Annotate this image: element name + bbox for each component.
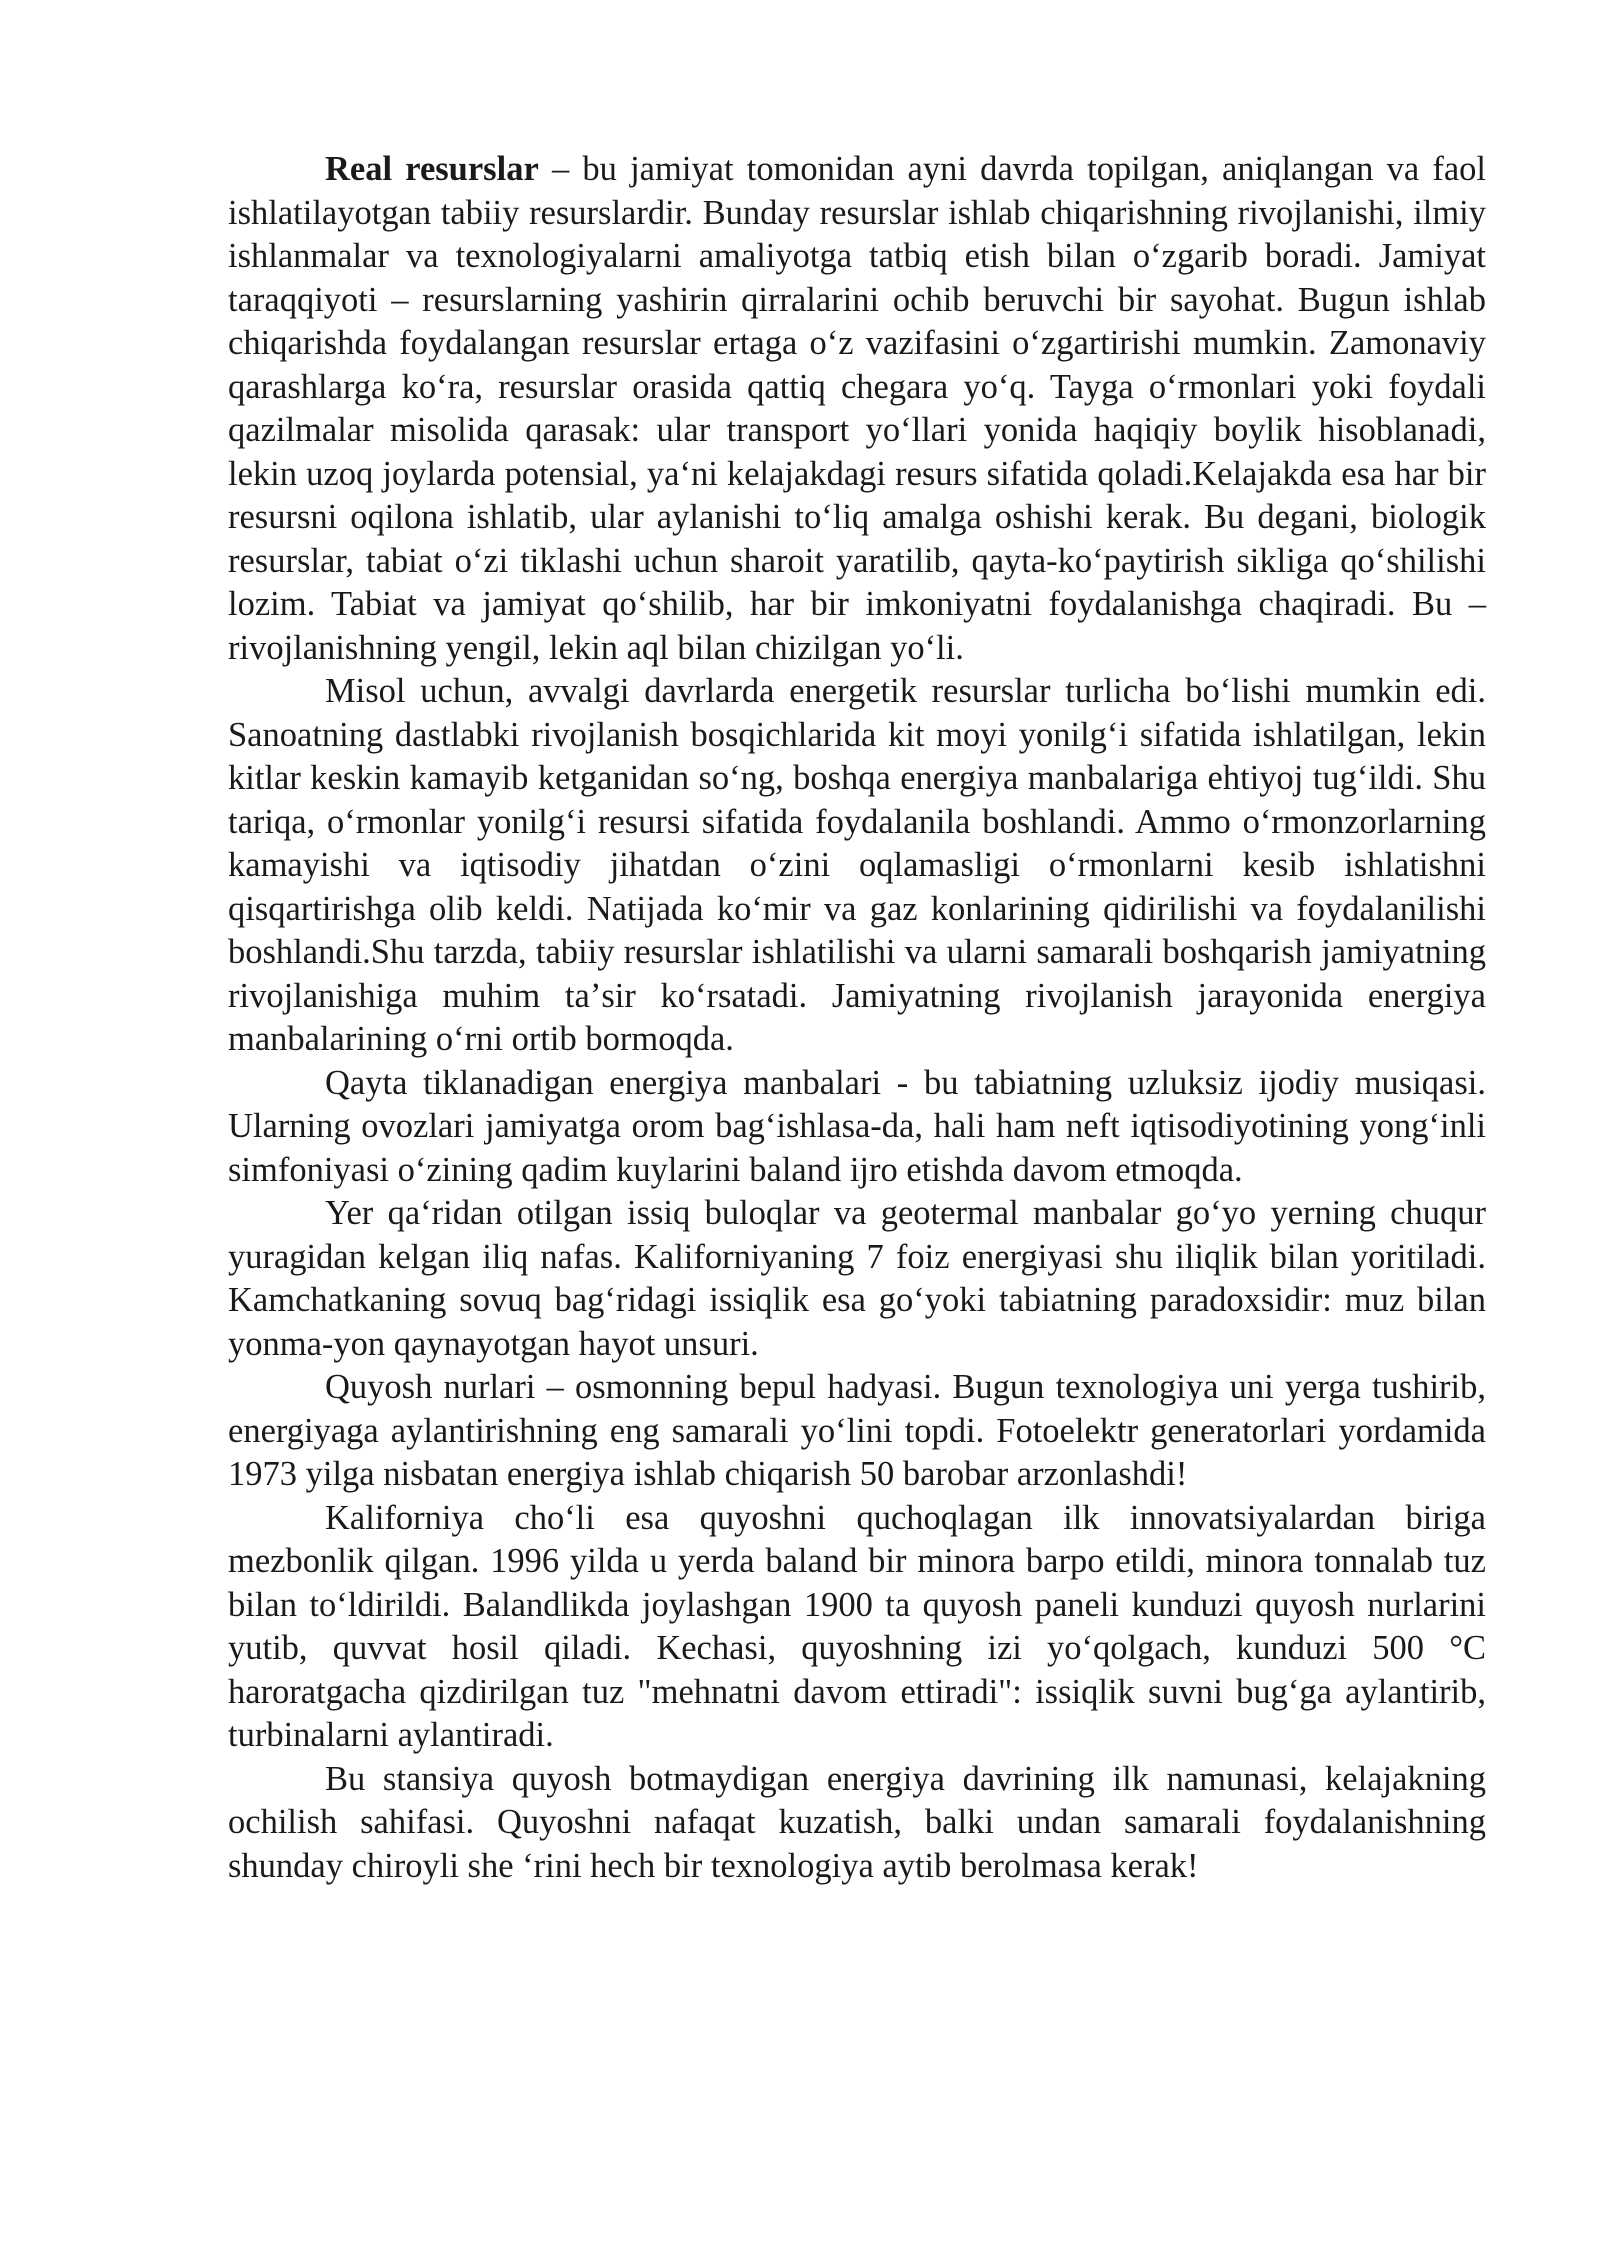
lead-term: Real resurslar [325, 150, 539, 188]
paragraph-renewable-energy: Qayta tiklanadigan energiya manbalari - bu tabiatning uzluksiz ijodiy musiqasi. Ularning ovozlari jamiyatga orom bagʻishlasa-da, hali ham neft iqtisodiyotining yongʻinli simfoniyasi oʻzining qadim kuylarini baland ijro etishda davom etmoqda. [228, 1063, 1486, 1189]
paragraph-solar: Quyosh nurlari – osmonning bepul hadyasi. Bugun texnologiya uni yerga tushirib, energiyaga aylantirishning eng samarali yoʻlini topdi. Fotoelektr generatorlari yordamida 1973 yilga nisbatan energiya ishlab chiqarish 50 barobar arzonlashdi! [228, 1368, 1486, 1493]
paragraph-text: – bu jamiyat tomonidan ayni davrda topilgan, aniqlangan va faol ishlatilayotgan tabiiy resurslardir. Bunday resurslar ishlab chiqarishning rivojlanishi, ilmiy ishlanmalar va texnologiyalarni amaliyotga tatbiq etish bilan oʻzgarib boradi. Jamiyat taraqqiyoti – resurslarning yashirin qirralarini ochib beruvchi bir sayohat. Bugun ishlab chiqarishda foydalangan resurslar ertaga oʻz vazifasini oʻzgartirishi mumkin. Zamonaviy qarashlarga koʻra, resurslar orasida qattiq chegara yoʻq. Tayga oʻrmonlari yoki foydali qazilmalar misolida qarasak: ular transport yoʻllari yonida haqiqiy boylik hisoblanadi, lekin uzoq joylarda potensial, yaʻni kelajakdagi resurs sifatida qoladi.Kelajakda esa har bir resursni oqilona ishlatib, ular aylanishi toʻliq amalga oshishi kerak. Bu degani, biologik resurslar, tabiat oʻzi tiklashi uchun sharoit yaratilib, qayta-koʻpaytirish sikliga qoʻshilishi lozim. Tabiat va jamiyat qoʻshilib, har bir imkoniyatni foydalanishga chaqiradi. Bu – rivojlanishning yengil, lekin aql bilan chizilgan yoʻli. [228, 150, 1486, 667]
paragraph-conclusion: Bu stansiya quyosh botmaydigan energiya davrining ilk namunasi, kelajakning ochilish sahifasi. Quyoshni nafaqat kuzatish, balki undan samarali foydalanishning shunday chiroyli she ʻrini hech bir texnologiya aytib berolmasa kerak! [228, 1759, 1486, 1885]
paragraph-real-resources [228, 148, 1486, 670]
paragraph-energy-history: Misol uchun, avvalgi davrlarda energetik resurslar turlicha boʻlishi mumkin edi. Sanoatning dastlabki rivojlanish bosqichlarida kit moyi yonilgʻi sifatida ishlatilgan, lekin kitlar keskin kamayib ketganidan soʻng, boshqa energiya manbalariga ehtiyoj tugʻildi. Shu tariqa, oʻrmonlar yonilgʻi resursi sifatida foydalanila boshlandi. Ammo oʻrmonzorlarning kamayishi va iqtisodiy jihatdan oʻzini oqlamasligi oʻrmonlarni kesib ishlatishni qisqartirishga olib keldi. Natijada koʻmir va gaz konlarining qidirilishi va foydalanilishi boshlandi.Shu tarzda, tabiiy resurslar ishlatilishi va ularni samarali boshqarish jamiyatning rivojlanishiga muhim taʼsir koʻrsatadi. Jamiyatning rivojlanish jarayonida energiya manbalarining oʻrni ortib bormoqda. [228, 672, 1486, 1058]
paragraph-california-tower: Kaliforniya choʻli esa quyoshni quchoqlagan ilk innovatsiyalardan biriga mezbonlik qilgan. 1996 yilda u yerda baland bir minora barpo etildi, minora tonnalab tuz bilan toʻldirildi. Balandlikda joylashgan 1900 ta quyosh paneli kunduzi quyosh nurlarini yutib, quvvat hosil qiladi. Kechasi, quyoshning izi yoʻqolgach, kunduzi 500 °C haroratgacha qizdirilgan tuz "mehnatni davom ettiradi": issiqlik suvni bugʻga aylantirib, turbinalarni aylantiradi. [228, 1498, 1486, 1754]
document-page [228, 148, 1486, 1888]
paragraph-geothermal: Yer qaʻridan otilgan issiq buloqlar va geotermal manbalar goʻyo yerning chuqur yuragidan kelgan iliq nafas. Kaliforniyaning 7 foiz energiyasi shu iliqlik bilan yoritiladi. Kamchatkaning sovuq bagʻridagi issiqlik esa goʻyoki tabiatning paradoxsidir: muz bilan yonma-yon qaynayotgan hayot unsuri. [228, 1194, 1486, 1363]
